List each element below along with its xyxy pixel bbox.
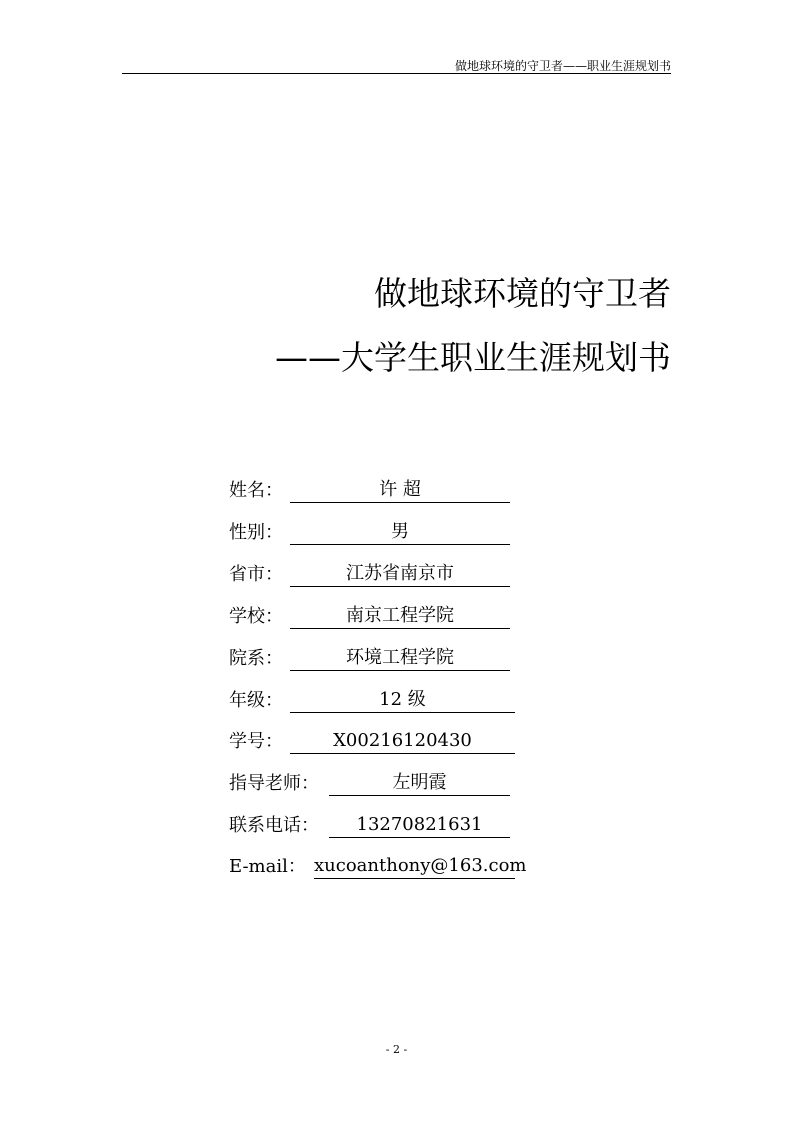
school-row xyxy=(229,604,529,630)
advisor-value: 左明霞 xyxy=(329,771,510,796)
grade-row xyxy=(229,688,529,714)
grade-value: 12 级 xyxy=(290,688,515,713)
province-value: 江苏省南京市 xyxy=(290,562,510,587)
phone-row xyxy=(229,813,529,839)
department-row xyxy=(229,646,529,672)
email-value: xucoanthony@163.com xyxy=(314,854,515,879)
school-label: 学校： xyxy=(229,606,283,627)
department-label: 院系： xyxy=(229,648,283,669)
gender-row xyxy=(229,520,529,546)
student-id-row xyxy=(229,729,529,755)
gender-label: 性别： xyxy=(229,522,283,543)
province-label: 省市： xyxy=(229,564,283,585)
student-id-label: 学号： xyxy=(229,731,283,752)
document-title: 做地球环境的守卫者 xyxy=(374,274,671,313)
grade-label: 年级： xyxy=(229,690,283,711)
phone-label: 联系电话： xyxy=(229,815,319,836)
email-label: E-mail： xyxy=(229,856,306,877)
header-rule xyxy=(122,73,671,74)
gender-value: 男 xyxy=(290,520,510,545)
page-number: - 2 - xyxy=(385,1043,408,1056)
email-row xyxy=(229,854,529,880)
document-subtitle: ——大学生职业生涯规划书 xyxy=(275,338,671,377)
name-value: 许 超 xyxy=(290,478,510,503)
province-row xyxy=(229,562,529,588)
advisor-label: 指导老师： xyxy=(229,773,319,794)
phone-value: 13270821631 xyxy=(329,813,510,838)
department-value: 环境工程学院 xyxy=(290,646,510,671)
running-header: 做地球环境的守卫者——职业生涯规划书 xyxy=(454,59,671,73)
student-id-value: X00216120430 xyxy=(290,729,515,754)
school-value: 南京工程学院 xyxy=(290,604,510,629)
name-label: 姓名： xyxy=(229,480,283,501)
advisor-row xyxy=(229,771,529,797)
name-row xyxy=(229,478,529,504)
